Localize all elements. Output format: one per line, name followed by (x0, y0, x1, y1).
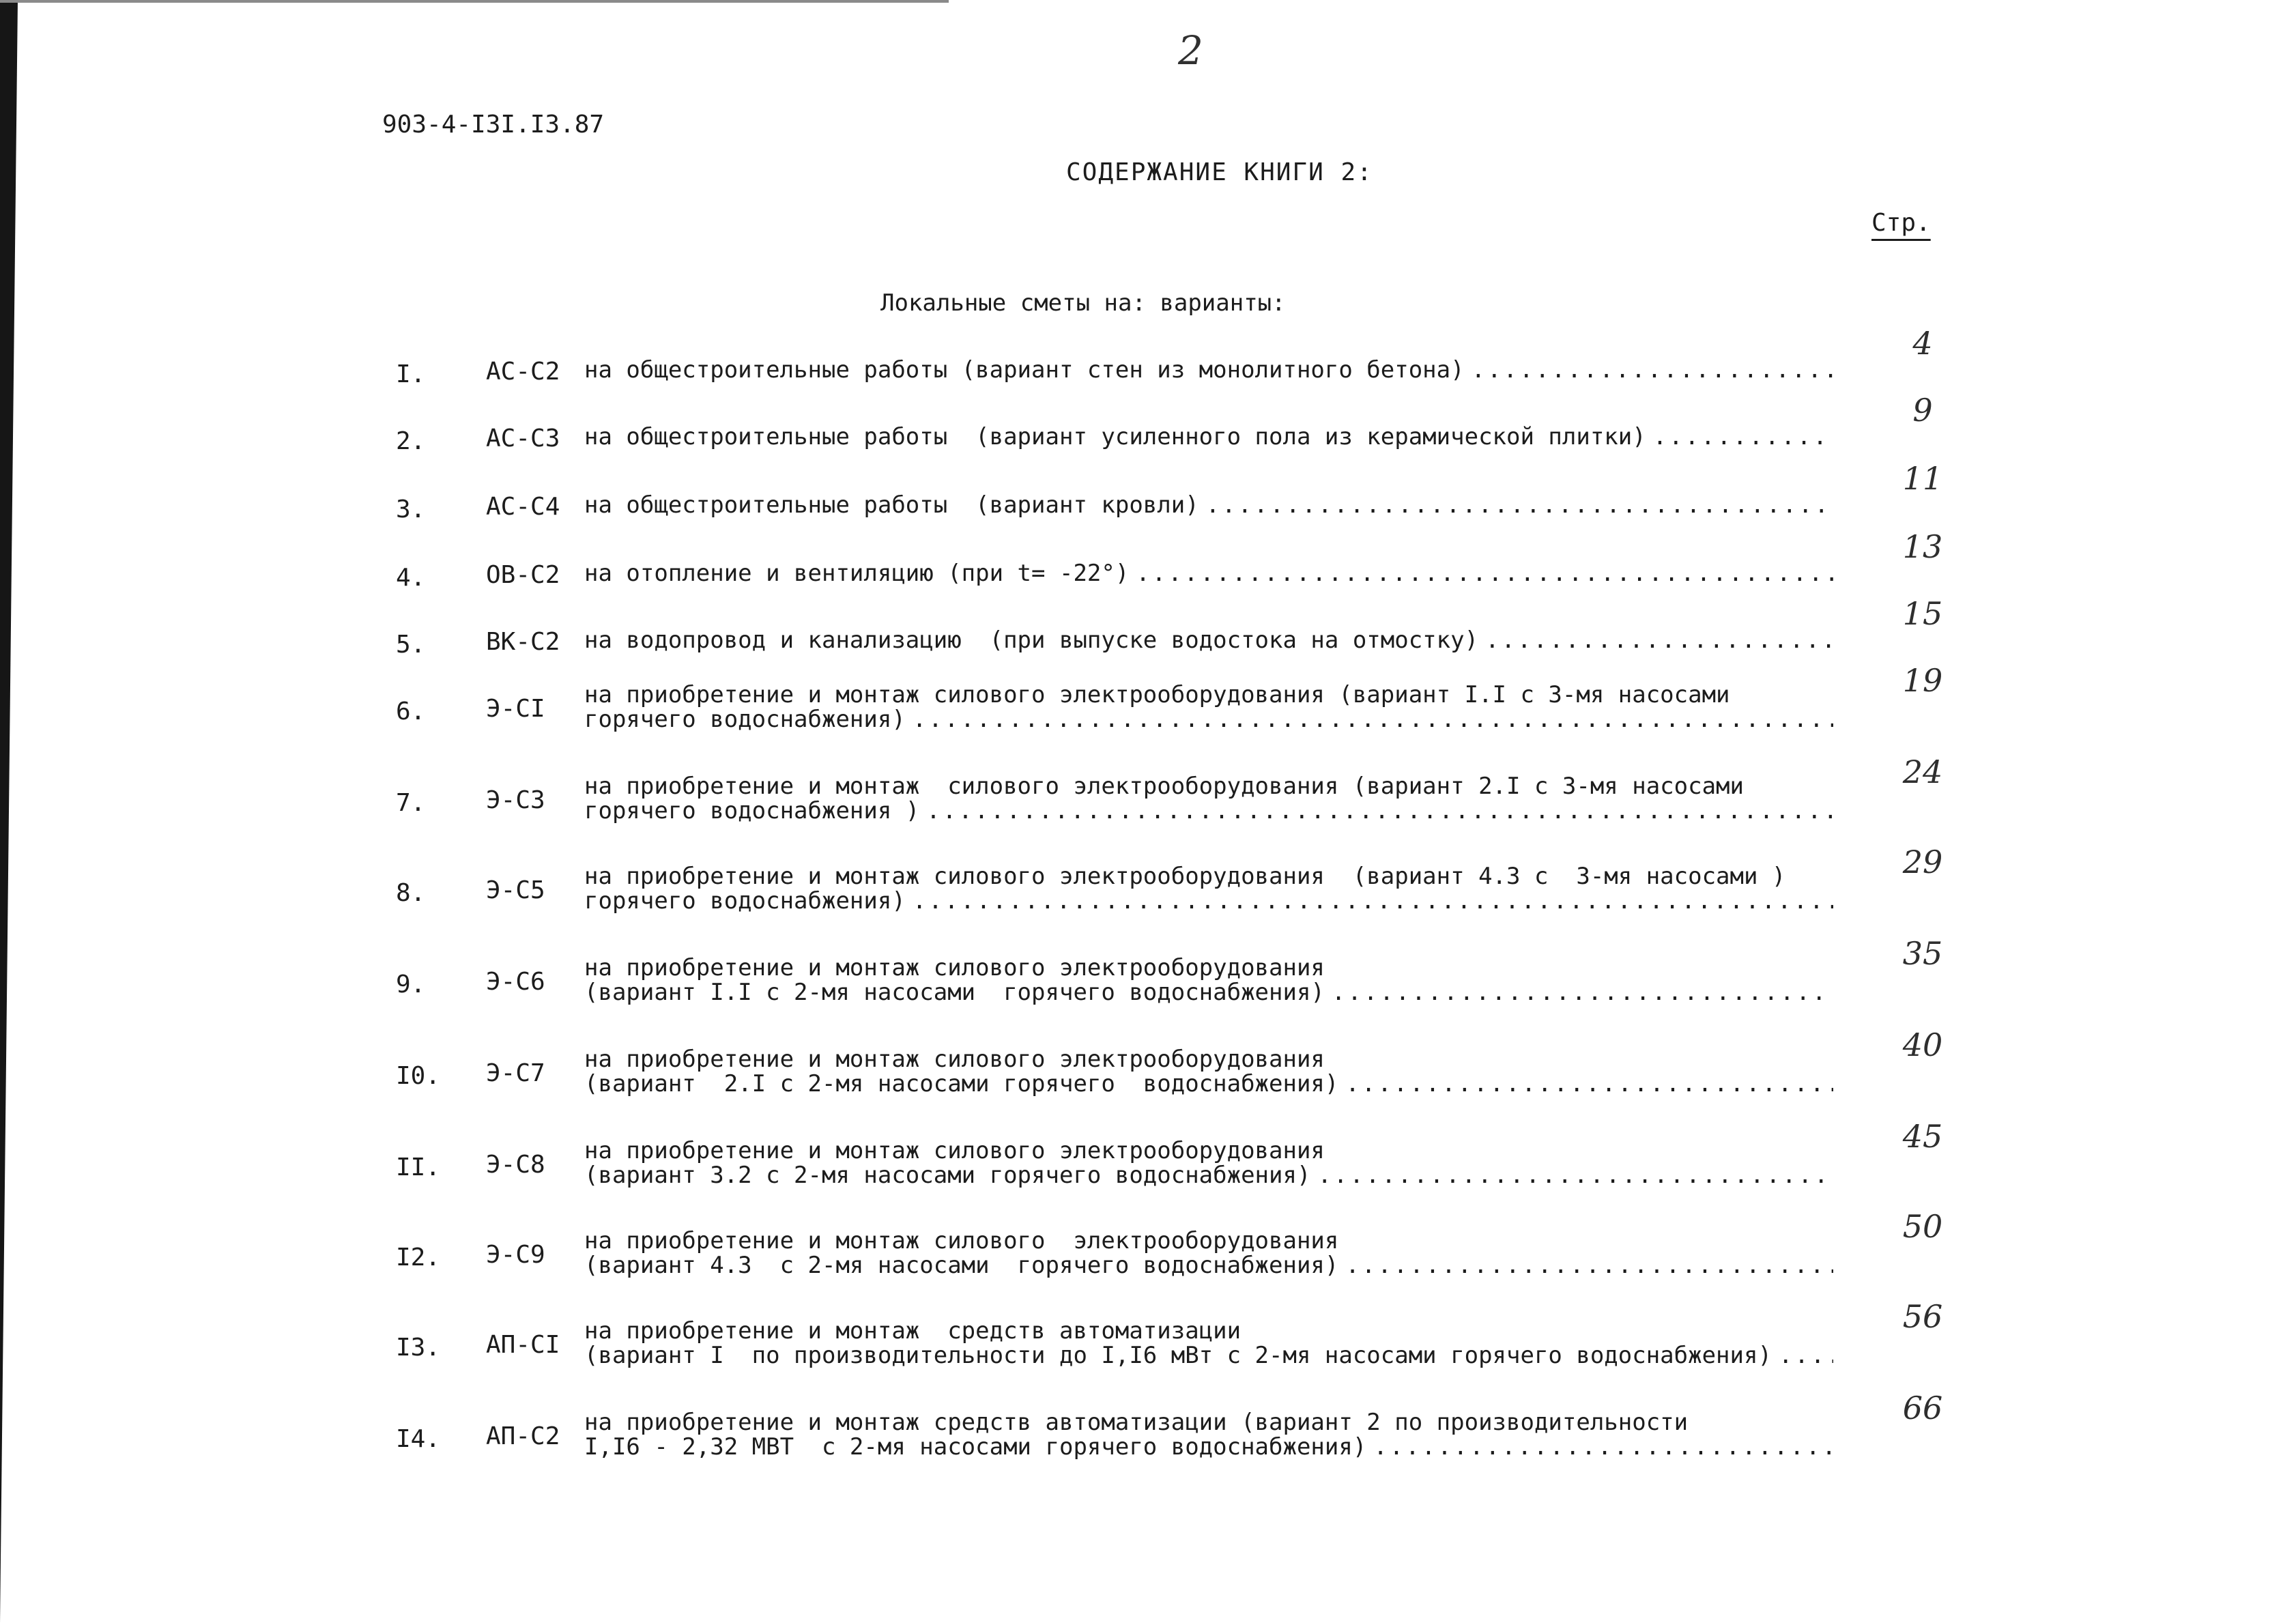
estimate-code: ВК-С2 (486, 628, 560, 656)
entry-number: I4. (396, 1425, 441, 1453)
description-text: на общестроительные работы (вариант кровли) (584, 491, 1199, 519)
description-line (584, 864, 1833, 889)
page-column-label: Стр. (1871, 209, 1931, 237)
description-line (584, 889, 1833, 913)
description-text: (вариант I по производительности до I,I6 мВт с 2-мя насосами горячего водоснабжения) (584, 1342, 1772, 1369)
entry-description (584, 1047, 1833, 1096)
description-text: на приобретение и монтаж силового электрооборудования (вариант 4.3 с 3-мя насосами ) (584, 863, 1786, 890)
entry-description (584, 1229, 1833, 1278)
estimate-code: Э-СI (486, 695, 545, 723)
description-line (584, 683, 1833, 707)
entry-description (584, 1138, 1833, 1188)
description-text: на приобретение и монтаж силового электрооборудования (584, 1227, 1339, 1254)
dot-leader (1317, 1163, 1833, 1188)
page-reference: 40 (1902, 1026, 1943, 1063)
description-line (584, 707, 1833, 732)
estimate-code: Э-С7 (486, 1059, 545, 1087)
description-line (584, 561, 1833, 586)
description-text: на приобретение и монтаж силового электрооборудования (вариант 2.I с 3-мя насосами (584, 773, 1744, 800)
entry-number: 9. (396, 971, 426, 999)
description-text: горячего водоснабжения ) (584, 797, 920, 824)
description-text: на водопровод и канализацию (при выпуске водостока на отмостку) (584, 627, 1479, 654)
description-text: на общестроительные работы (вариант усиленного пола из керамической плитки) (584, 423, 1646, 450)
estimate-code: Э-С9 (486, 1241, 545, 1269)
entry-number: 8. (396, 879, 426, 907)
entry-description (584, 358, 1833, 382)
entry-description (584, 864, 1833, 913)
dot-leader (1472, 358, 1833, 382)
description-text: на приобретение и монтаж силового электрооборудования (584, 1046, 1325, 1073)
description-line (584, 799, 1833, 823)
page-reference: 56 (1902, 1298, 1943, 1335)
toc-entry (0, 1118, 2296, 1207)
description-text: на приобретение и монтаж силового электрооборудования (вариант I.I с 3-мя насосами (584, 681, 1730, 708)
estimate-code: Э-С8 (486, 1151, 545, 1179)
entry-number: 6. (396, 698, 426, 726)
description-text: I,I6 - 2,32 МВТ с 2-мя насосами горячего водоснабжения) (584, 1433, 1367, 1461)
entry-description (584, 1410, 1833, 1459)
description-line (584, 1319, 1833, 1343)
entry-description (584, 774, 1833, 823)
dot-leader (1332, 980, 1833, 1005)
page-reference: 45 (1902, 1118, 1943, 1155)
estimate-code: Э-С3 (486, 786, 545, 814)
description-line (584, 1163, 1833, 1188)
description-text: (вариант 4.3 с 2-мя насосами горячего водоснабжения) (584, 1252, 1339, 1279)
toc-entry (0, 1208, 2296, 1297)
entry-number: I2. (396, 1244, 441, 1272)
description-text: на общестроительные работы (вариант стен из монолитного бетона) (584, 356, 1465, 384)
entry-number: I3. (396, 1334, 441, 1362)
page-reference: 66 (1902, 1390, 1943, 1426)
page-reference: 24 (1902, 753, 1943, 790)
entry-number: 3. (396, 495, 426, 523)
toc-entry (0, 935, 2296, 1024)
entry-description (584, 425, 1833, 449)
description-text: на приобретение и монтаж средств автоматизации (вариант 2 по производительности (584, 1409, 1689, 1436)
description-text: на приобретение и монтаж средств автоматизации (584, 1317, 1242, 1345)
description-text: (вариант I.I с 2-мя насосами горячего водоснабжения) (584, 979, 1325, 1006)
entry-number: 2. (396, 427, 426, 455)
entry-number: 4. (396, 564, 426, 592)
description-line (584, 358, 1833, 382)
description-line (584, 1343, 1833, 1368)
page-reference: 13 (1902, 528, 1943, 565)
description-line (584, 1435, 1833, 1459)
entry-number: 7. (396, 789, 426, 817)
description-line (584, 1072, 1833, 1096)
dot-leader (1136, 561, 1833, 586)
estimate-code: АС-С2 (486, 358, 560, 386)
description-line (584, 956, 1833, 980)
toc-entry (0, 662, 2296, 751)
dot-leader (1485, 628, 1833, 652)
description-line (584, 1410, 1833, 1435)
description-text: на приобретение и монтаж силового электрооборудования (584, 954, 1325, 981)
page-title: СОДЕРЖАНИЕ КНИГИ 2: (1066, 158, 1373, 186)
entry-number: I0. (396, 1062, 441, 1090)
description-text: (вариант 2.I с 2-мя насосами горячего водоснабжения) (584, 1070, 1339, 1097)
description-line (584, 1253, 1833, 1278)
estimate-code: АС-С3 (486, 425, 560, 453)
page-reference: 15 (1902, 595, 1943, 632)
description-line (584, 774, 1833, 799)
page-reference: 11 (1902, 460, 1943, 497)
estimate-code: Э-С6 (486, 968, 545, 996)
document-code: 903-4-I3I.I3.87 (382, 111, 605, 139)
estimate-code: АС-С4 (486, 493, 560, 521)
entry-description (584, 956, 1833, 1005)
description-text: (вариант 3.2 с 2-мя насосами горячего водоснабжения) (584, 1162, 1311, 1189)
description-line (584, 493, 1833, 517)
toc-entry (0, 1026, 2296, 1115)
description-text: горячего водоснабжения) (584, 706, 906, 733)
dot-leader (1779, 1343, 1833, 1368)
description-line (584, 425, 1833, 449)
toc-entry (0, 1390, 2296, 1478)
entry-description (584, 561, 1833, 586)
page-reference: 19 (1902, 662, 1943, 699)
toc-entry (0, 844, 2296, 932)
toc-entry (0, 1298, 2296, 1387)
page-reference: 4 (1912, 325, 1933, 362)
description-line (584, 628, 1833, 652)
description-line (584, 1047, 1833, 1072)
dot-leader (926, 799, 1833, 823)
description-text: на отопление и вентиляцию (при t= -22°) (584, 560, 1130, 587)
estimate-code: АП-СI (486, 1331, 560, 1359)
estimate-code: ОВ-С2 (486, 561, 560, 589)
entry-description (584, 493, 1833, 517)
section-heading: Локальные сметы на: варианты: (880, 289, 1286, 317)
page-reference: 29 (1902, 844, 1943, 880)
toc-entry (0, 753, 2296, 842)
description-text: горячего водоснабжения) (584, 887, 906, 915)
estimate-code: АП-С2 (486, 1422, 560, 1450)
description-text: на приобретение и монтаж силового электрооборудования (584, 1137, 1325, 1164)
description-line (584, 980, 1833, 1005)
entry-description (584, 1319, 1833, 1368)
description-line (584, 1229, 1833, 1253)
page-reference: 35 (1902, 935, 1943, 972)
scan-top-edge (0, 0, 949, 3)
dot-leader (1345, 1253, 1833, 1278)
page-reference: 50 (1902, 1208, 1943, 1245)
estimate-code: Э-С5 (486, 876, 545, 904)
handwritten-page-number: 2 (1178, 27, 1203, 74)
dot-leader (1206, 493, 1833, 517)
entry-number: 5. (396, 631, 426, 659)
entry-description (584, 628, 1833, 652)
page-reference: 9 (1912, 392, 1933, 429)
dot-leader (1345, 1072, 1833, 1096)
description-line (584, 1138, 1833, 1163)
dot-leader (1373, 1435, 1833, 1459)
dot-leader (1653, 425, 1833, 449)
dot-leader (913, 889, 1833, 913)
dot-leader (913, 707, 1833, 732)
entry-description (584, 683, 1833, 732)
entry-number: II. (396, 1153, 441, 1181)
entry-number: I. (396, 360, 426, 388)
